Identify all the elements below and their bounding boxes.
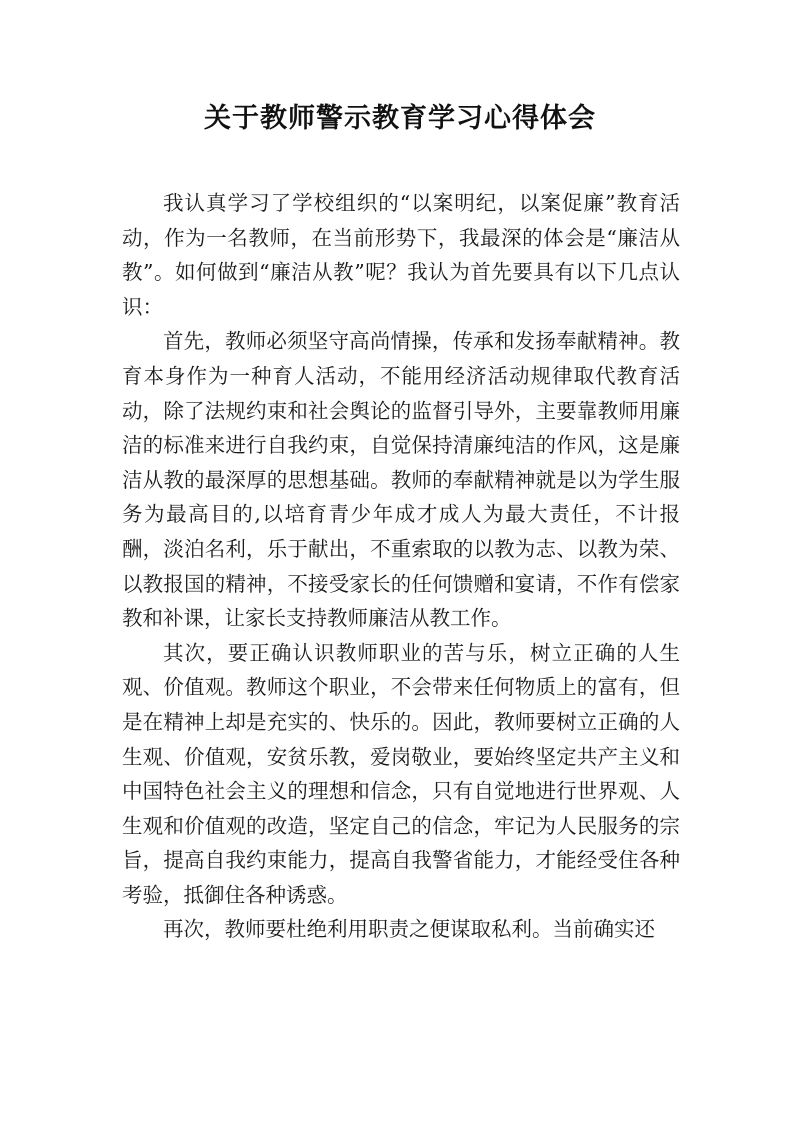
document-title: 关于教师警示教育学习心得体会	[204, 103, 596, 134]
paragraph-third-point: 再次，教师要杜绝利用职责之便谋取私利。当前确实还	[163, 917, 655, 942]
paragraph-first-point: 首先，教师必须坚守高尚情操，传承和发扬奉献精神。教育本身作为一种育人活动，不能用经济活动规律取代教育活动，除了法规约束和社会舆论的监督引导外，主要靠教师用廉洁的标准来进行自我约束，自觉保持清廉纯洁的作风，这是廉洁从教的最深厚的思想基础。教师的奉献精神就是以为学生服务为最高目的,以培育青少年成才成人为最大责任，不计报酬，淡泊名利，乐于献出，不重索取的以教为志、以教为荣、以教报国的精神，不接受家长的任何馈赠和宴请，不作有偿家教和补课，让家长支持教师廉洁从教工作。	[122, 329, 680, 631]
document-body	[122, 186, 680, 947]
paragraph-intro: 我认真学习了学校组织的“以案明纪，以案促廉”教育活动，作为一名教师，在当前形势下，我最深的体会是“廉洁从教”。如何做到“廉洁从教”呢？我认为首先要具有以下几点认识：	[122, 191, 680, 319]
paragraph-second-point: 其次，要正确认识教师职业的苦与乐，树立正确的人生观、价值观。教师这个职业，不会带来任何物质上的富有，但是在精神上却是充实的、快乐的。因此，教师要树立正确的人生观、价值观，安贫乐教，爱岗敬业，要始终坚定共产主义和中国特色社会主义的理想和信念，只有自觉地进行世界观、人生观和价值观的改造，坚定自己的信念，牢记为人民服务的宗旨，提高自我约束能力，提高自我警省能力，才能经受住各种考验，抵御住各种诱惑。	[122, 640, 680, 907]
